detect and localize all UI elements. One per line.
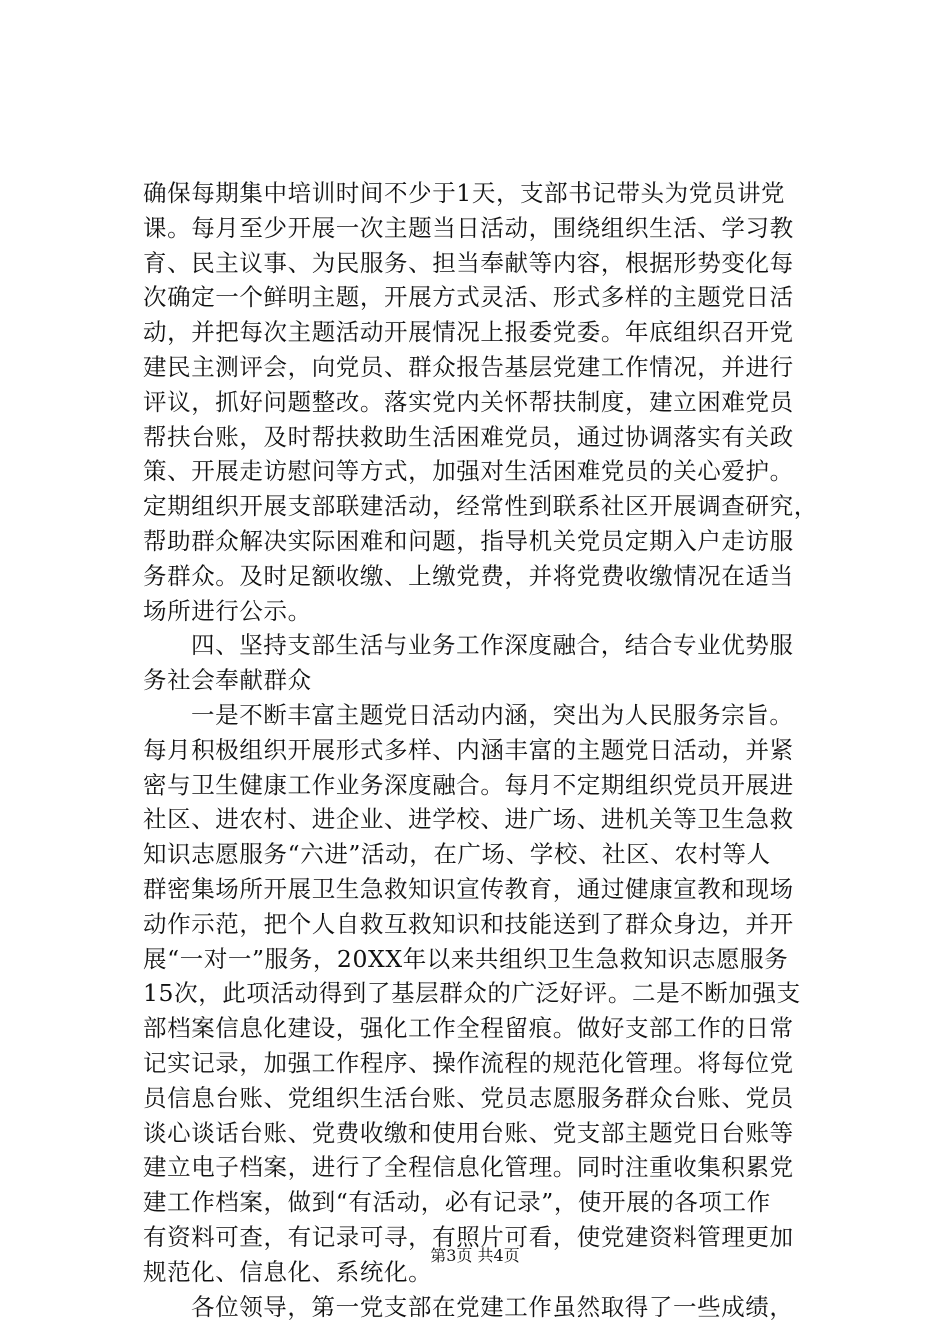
- text-line: 帮扶台账，及时帮扶救助生活困难党员，通过协调落实有关政: [143, 422, 794, 451]
- text-line: 部档案信息化建设，强化工作全程留痕。做好支部工作的日常: [143, 1014, 794, 1043]
- text-line: 15次，此项活动得到了基层群众的广泛好评。二是不断加强支: [143, 979, 801, 1008]
- text-line: 各位领导，第一党支部在党建工作虽然取得了一些成绩，: [191, 1292, 794, 1321]
- text-line: 课。每月至少开展一次主题当日活动，围绕组织生活、学习教: [143, 213, 794, 242]
- text-line: 员信息台账、党组织生活台账、党员志愿服务群众台账、党员: [143, 1083, 794, 1112]
- text-line: 建工作档案，做到“有活动，必有记录”，使开展的各项工作: [143, 1188, 771, 1217]
- text-line: 务群众。及时足额收缴、上缴党费，并将党费收缴情况在适当: [143, 561, 794, 590]
- text-line: 有资料可查，有记录可寻，有照片可看，使党建资料管理更加: [143, 1222, 794, 1251]
- section-heading: 四、坚持支部生活与业务工作深度融合，结合专业优势服: [191, 631, 794, 660]
- text-line: 规范化、信息化、系统化。: [143, 1257, 433, 1286]
- text-line: 一是不断丰富主题党日活动内涵，突出为人民服务宗旨。: [191, 700, 794, 729]
- text-line: 策、开展走访慰问等方式，加强对生活困难党员的关心爱护。: [143, 457, 794, 486]
- text-line: 建立电子档案，进行了全程信息化管理。同时注重收集积累党: [143, 1153, 794, 1182]
- section-heading-continued: 务社会奉献群众: [143, 666, 312, 695]
- text-line: 知识志愿服务“六进”活动，在广场、学校、社区、农村等人: [143, 840, 771, 869]
- text-line: 群密集场所开展卫生急救知识宣传教育，通过健康宣教和现场: [143, 874, 794, 903]
- text-line: 谈心谈话台账、党费收缴和使用台账、党支部主题党日台账等: [143, 1118, 794, 1147]
- text-line: 社区、进农村、进企业、进学校、进广场、进机关等卫生急救: [143, 805, 794, 834]
- page-number: 第3页 共4页: [430, 1246, 520, 1265]
- text-line: 展“一对一”服务，20XX年以来共组织卫生急救知识志愿服务: [143, 944, 789, 973]
- text-line: 密与卫生健康工作业务深度融合。每月不定期组织党员开展进: [143, 770, 794, 799]
- body-text: [143, 176, 843, 1324]
- text-line: 动，并把每次主题活动开展情况上报委党委。年底组织召开党: [143, 318, 794, 347]
- text-line: 动作示范，把个人自救互救知识和技能送到了群众身边，并开: [143, 909, 794, 938]
- text-line: 定期组织开展支部联建活动，经常性到联系社区开展调查研究，: [143, 492, 818, 521]
- text-line: 场所进行公示。: [143, 596, 312, 625]
- text-line: 确保每期集中培训时间不少于1天，支部书记带头为党员讲党: [143, 179, 786, 207]
- text-line: 记实记录，加强工作程序、操作流程的规范化管理。将每位党: [143, 1048, 794, 1077]
- text-line: 建民主测评会，向党员、群众报告基层党建工作情况，并进行: [143, 352, 794, 381]
- text-line: 每月积极组织开展形式多样、内涵丰富的主题党日活动，并紧: [143, 735, 794, 764]
- text-line: 评议，抓好问题整改。落实党内关怀帮扶制度，建立困难党员: [143, 387, 794, 416]
- text-line: 育、民主议事、为民服务、担当奉献等内容，根据形势变化每: [143, 248, 794, 277]
- text-line: 帮助群众解决实际困难和问题，指导机关党员定期入户走访服: [143, 526, 794, 555]
- text-line: 次确定一个鲜明主题，开展方式灵活、形式多样的主题党日活: [143, 283, 794, 312]
